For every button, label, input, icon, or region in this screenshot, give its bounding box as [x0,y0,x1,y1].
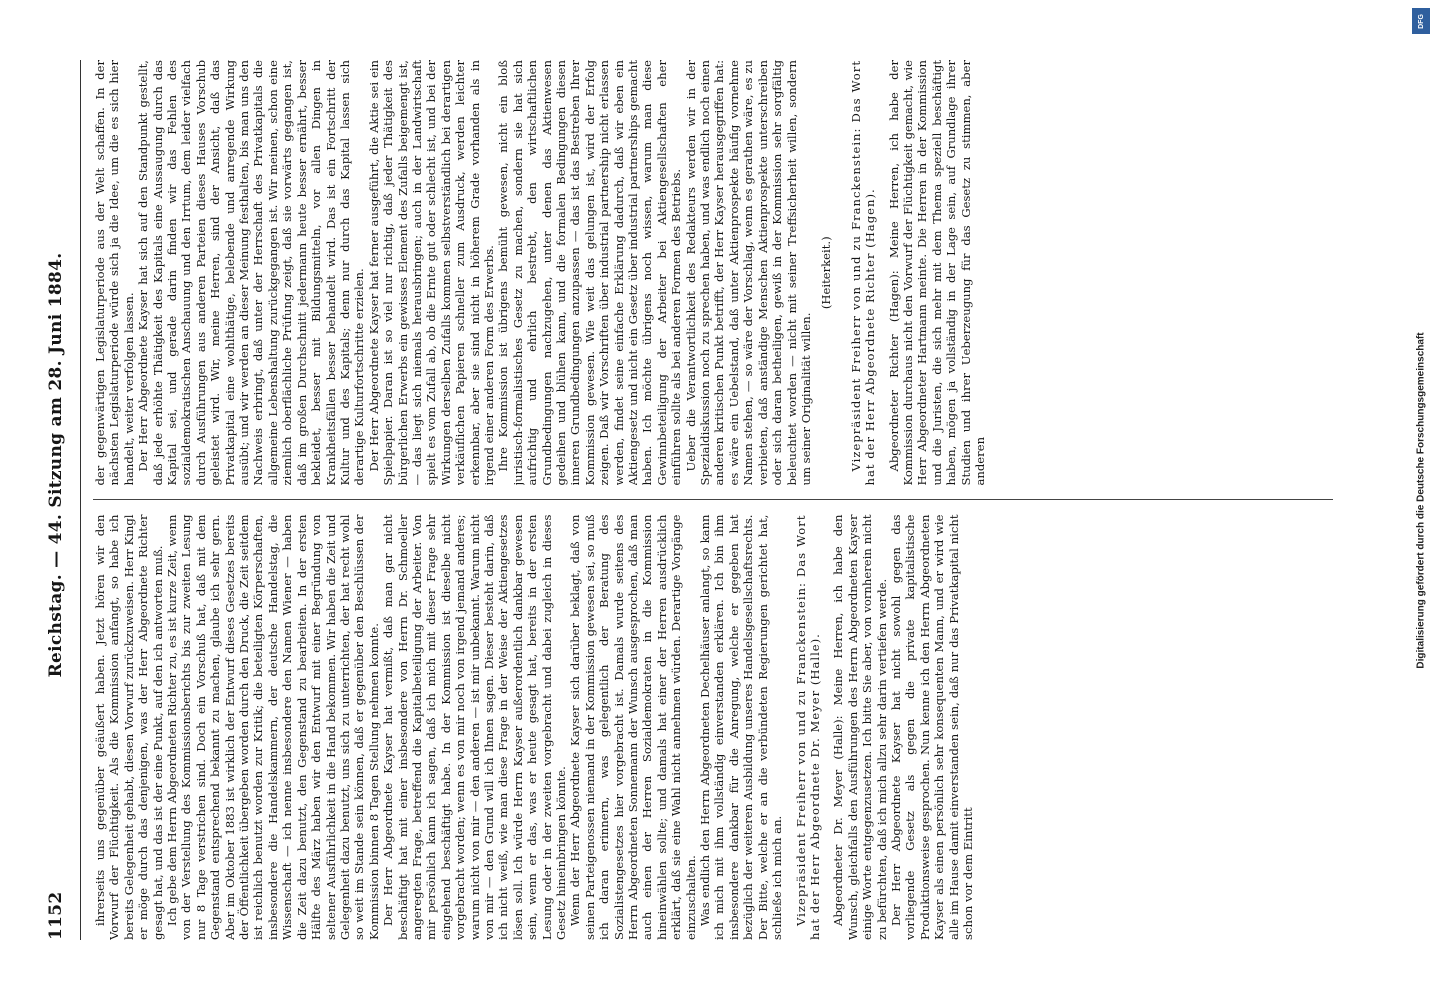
header-rule [80,60,81,940]
left-column [93,515,1333,941]
paragraph: ihrerseits uns gegenüber geäußert haben. Jetzt hören wir den Vorwurf der Flüchtigkeit. Als die Kommission anfangt, so habe ich bereits Gelegenheit gehabt, diesen Vorwurf zurückzuweisen. Herr Kingl er möge durch das denjenigen, was der Herr Abgeordnete Richter gesagt hat, und das ist der eine Punkt, auf den ich antworten muß. [93,514,165,940]
paragraph: Wenn der Herr Abgeordnete Kayser sich darüber beklagt, daß von seinen Parteigenossen niemand in der Kommission gewesen sei, so muß ich daran erinnern, was gelegentlich der Beratung des Sozialistengesetzes hier vorgebracht ist. Damals wurde seitens des Herrn Abgeordneten Sonnemann der Wunsch ausgesprochen, daß man auch einen der Herren Sozialdemokraten in die Kommission hineinwählen sollte; und damals hat einer der Herren ausdrücklich erklärt, daß sie eine Wahl nicht annehmen würden. Derartige Vorgänge einzuschalten. [568,514,698,940]
dfg-logo-text: DFG [1417,13,1425,29]
digitization-strip [1410,0,1432,1000]
column-divider [93,500,1333,501]
paragraph: Der Herr Abgeordnete Kayser hat sich auf den Standpunkt gestellt, daß jede erhöhte Thätigkeit des Kapitals eine Aussaugung durch das Kapital sei, und gerade darin finden wir das Fehlen des sozialdemokratischen Anschauung und den Irrtum, dem leider vielfach durch Ausführungen aus anderen Parteien dieses Hauses Vorschub geleistet wird. Wir, meine Herren, sind der Ansicht, daß das Privatkapital eine wohlthätige, belebende und anregende Wirkung ausübt; und wir werden an dieser Meinung festhalten, bis man uns den Nachweis erbringt, daß unter der Herrschaft des Privatkapitals die allgemeine Lebenshaltung zurückgegangen ist. Wir meinen, schon eine ziemlich oberflächliche Prüfung zeigt, daß sie vorwärts gegangen ist, daß im großen Durchschnitt jedermann heute besser ernährt, besser bekleidet, besser mit Bildungsmitteln, vor allen Dingen in Krankheitsfällen besser behandelt wird. Das ist ein Fortschritt der Kultur und des Kapitals; denn nur durch das Kapital lassen sich derartige Kulturfortschritte erzielen. [136,60,367,486]
right-column [93,60,1333,486]
page-number: 1152 [46,891,66,940]
paragraph: Ihre Kommission ist übrigens bemüht gewesen, nicht ein bloß juristisch-formalistisches Gesetz zu machen, sondern sie hat sich aufrichtig und ehrlich bestrebt, den wirtschaftlichen Grundbedingungen nachzugehen, unter denen das Aktienwesen gedeihen und blühen kann, und die formalen Bedingungen diesen inneren Grundbedingungen anzupassen — das ist das Bestreben Ihrer Kommission gewesen. Wie weit das gelungen ist, wird der Erfolg zeigen. Daß wir Vorschriften über industrial partnership nicht erlassen werden, findet seine einfache Erklärung dadurch, daß wir eben ein Aktiengesetz und nicht ein Gesetz über industrial partnerships gemacht haben. Ich möchte übrigens noch wissen, warum man diese Gewinnbeteiligung der Arbeiter bei Aktiengesellschaften eher einführen sollte als bei anderen Formen des Betriebs. [496,60,684,486]
text-columns [93,60,1333,940]
paragraph: Ueber die Verantwortlichkeit des Redakteurs werden wir in der Spezialdiskussion noch zu sprechen haben, und was endlich noch einen anderen kritischen Punkt betrifft, der Herr Kayser herausgegriffen hat: es wäre ein Uebelstand, daß unter Aktienprospekte häufig vornehme Namen stehen, — so wäre der Vorschlag, wenn es gerathen wäre, es zu verbieten, daß anständige Menschen Aktienprospekte unterschreiben oder sich daran betheiligen, gewiß in der Kommission sehr sorgfältig beleuchtet worden — nicht mit seiner Treffsicherheit willen, sondern um seiner Originalität willen. [683,60,813,486]
running-head [46,60,66,940]
speech-richter: Abgeordneter Richter (Hagen): Meine Herren, ich habe der Kommission durchaus nicht den Vorwurf der Flüchtigkeit gemacht, wie Herr Abgeordneter Hartmann meinte. Die Herren in der Kommission und die Juristen, die sich mehr mit dem Thema speziell beschäftigt haben, mögen ja vollständig in der Lage sein, auf Grundlage ihrer Studien und ihrer Ueberzeugung für das Gesetz zu stimmen, aber anderen [886,60,987,486]
paragraph: Was endlich den Herrn Abgeordneten Dechelhäuser anlangt, so kann ich mich mit ihm vollständig einverstanden erklären. Ich bin ihm insbesondere dankbar für die Anregung, welche er gegeben hat bezüglich der weiteren Ausbildung unseres Handelsgesellschaftsrechts. Der Bitte, welche er an die verbündeten Regierungen gerichtet hat, schließe ich mich an. [698,514,785,940]
spacer [878,60,887,486]
laughter-note: (Heiterkeit.) [819,236,834,310]
digitization-note: Digitalisierung gefördert durch die Deutsche Forschungsgemeinschaft [1415,331,1427,669]
paragraph: Der Herr Abgeordnete Kayser hat vermißt, daß man gar nicht beschäftigt hat mit einer insbesondere von Herrn Dr. Schmoeller angeregten Frage, betreffend die Kapitalbeteiligung der Arbeiter. Von mir persönlich kann ich sagen, daß ich mich mit dieser Frage sehr eingehend beschäftigt habe. In der Kommission ist dieselbe nicht vorgebracht worden; wenn es von mir noch von irgend jemand anderes; warum nicht von mir — den anderen — ist mir unbekannt. Warum nicht von mir — den Grund will ich Ihnen sagen. Dieser besteht darin, daß ich nicht weiß, wie man diese Frage in der Weise der Aktiengesetzes lösen soll. Ich würde Herrn Kayser außerordentlich dankbar gewesen sein, wenn er das, was er heute gesagt hat, bereits in der ersten Lesung oder in der zweiten vorgebracht und dabei zugleich in dieses Gesetz hineinbringen könnte. [381,514,568,940]
paragraph: Der Herr Abgeordnete Kayser hat nicht sowohl gegen das vorliegende Gesetz als gegen die private kapitalistische Produktionsweise gesprochen. Nun kenne ich den Herrn Abgeordneten Kayser als einen persönlich sehr konsequenten Mann, und er wird wie alle im Hause damit einverstanden sein, daß nur das Privatkapital nicht schon vor dem Eintritt [888,514,975,940]
president-announcement: Vizepräsident Freiherr von und zu Franckenstein: Das Wort hat der Herr Abgeordnete Dr. Meyer (Halle). [793,514,822,940]
paragraph: der gegenwärtigen Legislaturperiode aus der Welt schaffen. In der nächsten Legislaturperiode würde sich ja die Idee, um die es sich hier handelt, weiter verfolgen lassen. [93,60,136,486]
spacer [822,515,831,941]
spacer [840,60,849,486]
paragraph: Der Herr Abgeordnete Kayser hat ferner ausgeführt, die Aktie sei ein Spielpapier. Daran ist so viel nur richtig, daß jeder Thätigkeit des bürgerlichen Erwerbs ein gewisses Element des Zufalls beigemengt ist, — das liegt sich niemals herausbringen; auch in der Landwirtschaft spielt es vom Zufall ab, ob die Ernte gut oder schlecht ist, und bei der Wirkungen derselben Zufalls kommen selbstverständlich bei derartigen verkäuflichen Papieren schneller zum Ausdruck, werden leichter erkennbar, aber sie sind nicht in höherem Grade vorhanden als in irgend einer anderen Form des Erwerbs. [366,60,496,486]
president-announcement: Vizepräsident Freiherr von und zu Franckenstein: Das Wort hat der Herr Abgeordnete Richter (Hagen). [848,60,878,486]
dfg-logo-icon [1412,8,1430,34]
page-title: Reichstag. — 44. Sitzung am 28. Juni 1884. [46,252,66,678]
speech-meyer: Abgeordneter Dr. Meyer (Halle): Meine Herren, ich habe den Wunsch, gleichfalls den Ausführungen des Herrn Abgeordneten Kayser einige Worte entgegenzusetzen. Ich bitte Sie aber, von vornherein nicht zu befürchten, daß ich mich allzu sehr darin vertiefen werde. [831,514,889,940]
spacer [785,515,794,941]
rotated-document-page [16,20,1416,980]
paragraph: Ich gebe dem Herrn Abgeordneten Richter zu, es ist kurze Zeit, wenn von der Verstellung des Kommissionsberichts bis zur zweiten Lesung nur 8 Tage verstrichen sind. Doch ein Vorschuß hat, daß mit dem Gegenstand entsprechend bekannt zu machen, glaube ich sehr gern. Aber im Oktober 1883 ist wirklich der Entwurf dieses Gesetzes bereits der Öffentlichkeit übergeben worden durch den Druck, die Zeit seitdem ist reichlich benutzt worden zur Kritik; die beteiligten Körperschaften, insbesondere die Handelskammern, der deutsche Handelstag, die Wissenschaft — ich nenne insbesondere den Namen Wiener — haben die Zeit dazu benutzt, den Gegenstand zu bearbeiten. In der ersten Hälfte des März haben wir den Entwurf mit einer Begründung von seltener Ausführlichkeit in die Hand bekommen. Wir haben die Zeit und Gelegenheit dazu benutzt, uns sich zu unterrichten, der hat recht wohl so weit im Stande sein können, daß er gegenüber den Beschlüssen der Kommission binnen 8 Tagen Stellung nehmen konnte. [165,514,381,940]
